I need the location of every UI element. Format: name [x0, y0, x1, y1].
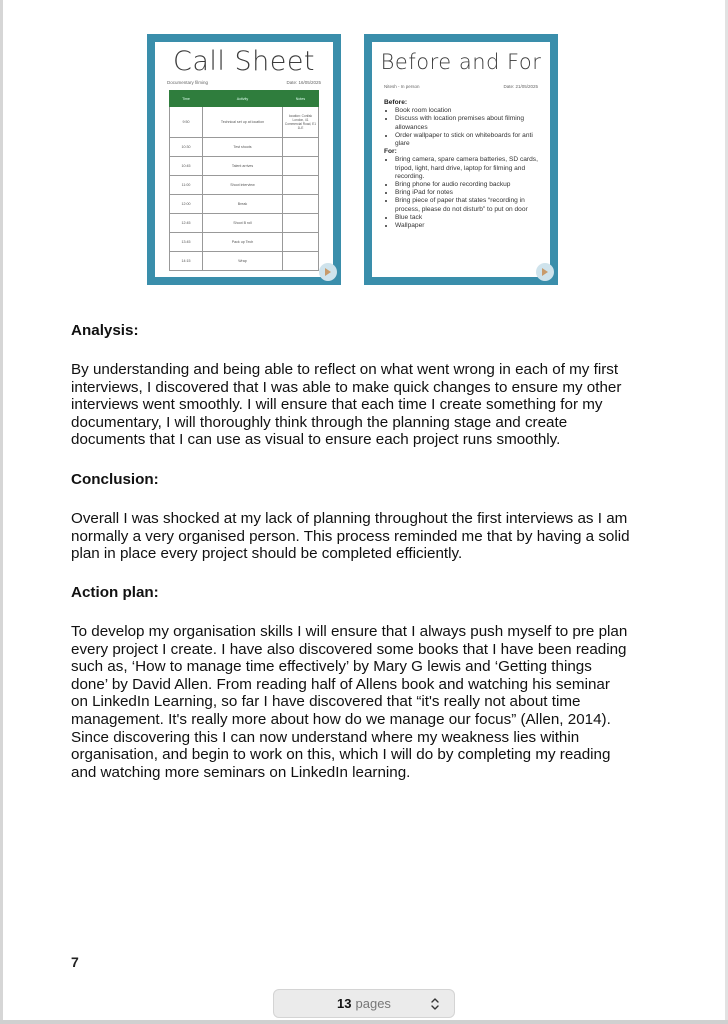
cell-activity: Pack up Tech — [203, 233, 283, 252]
text-line: Overall I was shocked at my lack of planning throughout the first interviews as I am — [71, 510, 628, 527]
cell-notes — [283, 138, 319, 157]
page-number: 7 — [71, 954, 79, 970]
text-line: and watching more seminars on LinkedIn learning. — [71, 763, 411, 781]
page-count-label: pages — [355, 996, 391, 1011]
table-row — [170, 107, 319, 138]
call-sheet-header-row — [170, 91, 319, 107]
chevron-up-down-icon[interactable] — [430, 996, 440, 1012]
conclusion-paragraph — [71, 510, 671, 563]
cell-notes: location: Conlisk London, 41 Commercial Road, E1 1LE — [283, 107, 319, 138]
list-item: • Blue tack — [395, 214, 540, 222]
page-count-selector[interactable] — [273, 989, 455, 1018]
table-row — [170, 157, 319, 176]
call-sheet-title: Call Sheet — [172, 46, 316, 77]
call-sheet-table — [169, 90, 319, 271]
cell-notes — [283, 176, 319, 195]
before-heading: Before: — [384, 99, 408, 106]
before-and-for-title: Before and For — [380, 50, 542, 74]
table-row — [170, 138, 319, 157]
column-header-activity: Activity — [203, 91, 283, 107]
cell-activity: Wrap — [203, 252, 283, 271]
list-item: • Book room location — [395, 107, 540, 115]
call-sheet-subtitle: Documentary filming — [167, 80, 209, 85]
column-header-time: Time — [170, 91, 203, 107]
cell-time: 13:45 — [170, 233, 203, 252]
table-row — [170, 252, 319, 271]
cell-activity: Shoot interview — [203, 176, 283, 195]
list-item: • Bring piece of paper that states “recording in process, please do not disturb” to put on door — [395, 197, 540, 213]
text-line: on LinkedIn Learning, so far I have discovered that “it's really not about time — [71, 693, 581, 711]
cell-activity: Technical set up at location — [203, 107, 283, 138]
cell-notes — [283, 252, 319, 271]
text-line: Since discovering this I can now understand where my weakness lies within — [71, 728, 580, 746]
page-count: 13 — [337, 996, 352, 1011]
cell-time: 10:45 — [170, 157, 203, 176]
cell-notes — [283, 233, 319, 252]
text-line: plan in place every project should be completed efficiently. — [71, 545, 463, 563]
text-line: documents that I can use as visual to ensure each project runs smoothly. — [71, 431, 561, 449]
text-line: interviews went smoothly. I will ensure that each time I create something for my — [71, 396, 603, 414]
table-row — [170, 233, 319, 252]
list-item: • Wallpaper — [395, 222, 540, 230]
text-line: organisation, and begin to work on this, which I will do by completing my reading — [71, 746, 611, 764]
cell-activity: Test shoots — [203, 138, 283, 157]
column-header-notes: Notes — [283, 91, 319, 107]
viewer-left-edge — [0, 0, 3, 1024]
viewer-bottom-edge — [0, 1020, 728, 1024]
list-item: • Bring camera, spare camera batteries, SD cards, tripod, light, hard drive, laptop for filming and recording. — [395, 156, 540, 181]
cell-time: 10:30 — [170, 138, 203, 157]
before-and-for-subtitle: Nitesh - In person — [384, 84, 420, 89]
list-item: • Bring iPad for notes — [395, 189, 540, 197]
call-sheet-meta — [155, 80, 333, 85]
cell-time: 9:50 — [170, 107, 203, 138]
for-heading: For: — [384, 148, 397, 156]
before-and-for-image — [364, 34, 558, 285]
cell-activity: Shoot B roll — [203, 214, 283, 233]
text-line: such as, ‘How to manage time effectively’ by Mary G lewis and ‘Getting things — [71, 658, 592, 676]
cell-notes — [283, 214, 319, 233]
text-line: normally a very organised person. This process reminded me that by having a solid — [71, 527, 630, 545]
conclusion-heading: Conclusion: — [71, 471, 159, 488]
action-plan-heading: Action plan: — [71, 584, 159, 601]
list-item: • Discuss with location premises about filming allowances — [395, 115, 540, 131]
table-row — [170, 195, 319, 214]
text-line: management. It's really more about how do we manage our focus” (Allen, 2014). — [71, 710, 611, 728]
text-line: interviews, I discovered that I was able to make quick changes to ensure my other — [71, 378, 622, 396]
before-and-for-date: Date: 21/05/2025 — [503, 84, 538, 89]
cell-time: 12:00 — [170, 195, 203, 214]
text-line: documentary, I will thoroughly think through the planning stage and create — [71, 413, 568, 431]
cell-notes — [283, 157, 319, 176]
table-row — [170, 214, 319, 233]
text-line: done’ by David Allen. From reading half of Allens book and watching his seminar — [71, 675, 610, 693]
cell-activity: Break — [203, 195, 283, 214]
action-plan-paragraph — [71, 623, 671, 781]
before-and-for-body — [372, 89, 550, 230]
play-icon — [536, 263, 554, 281]
call-sheet-image — [147, 34, 341, 285]
text-line: every project I create. I have also discovered some books that I have been reading — [71, 640, 627, 658]
play-icon — [319, 263, 337, 281]
cell-notes — [283, 195, 319, 214]
list-item: • Order wallpaper to stick on whiteboards for anti glare — [395, 132, 540, 148]
list-item: • Bring phone for audio recording backup — [395, 181, 540, 189]
text-line: To develop my organisation skills I will ensure that I always push myself to pre plan — [71, 623, 628, 640]
cell-activity: Talent arrives — [203, 157, 283, 176]
before-list — [384, 107, 540, 148]
cell-time: 12:45 — [170, 214, 203, 233]
call-sheet-date: Date: 16/05/2025 — [286, 80, 321, 85]
cell-time: 14:15 — [170, 252, 203, 271]
for-list — [384, 156, 540, 230]
analysis-heading: Analysis: — [71, 322, 139, 339]
text-line: By understanding and being able to reflect on what went wrong in each of my first — [71, 361, 619, 378]
cell-time: 11:00 — [170, 176, 203, 195]
analysis-paragraph — [71, 361, 671, 449]
table-row — [170, 176, 319, 195]
